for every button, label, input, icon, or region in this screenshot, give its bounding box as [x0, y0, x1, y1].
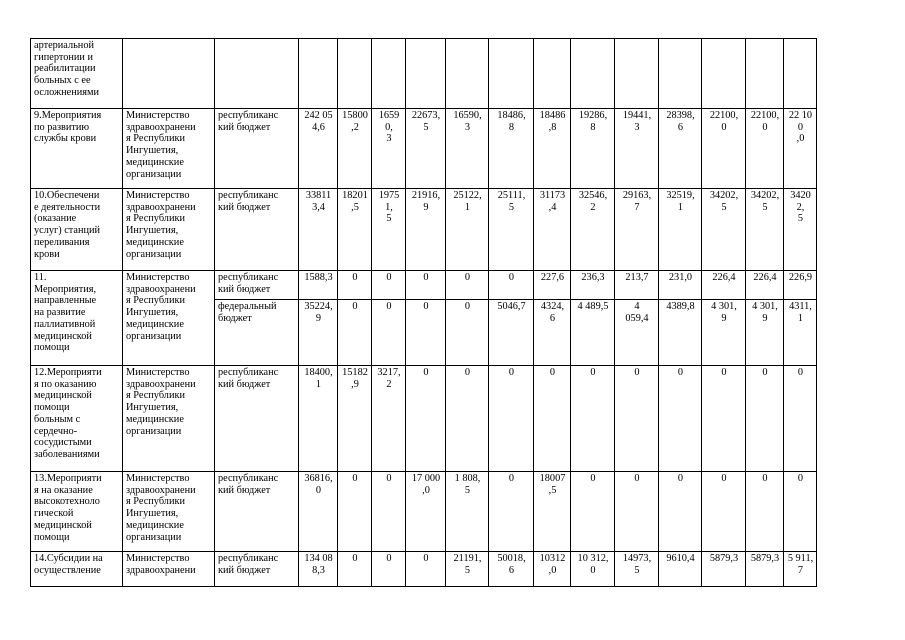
- table-cell: 236,3: [571, 271, 615, 300]
- table-cell: 14973, 5: [615, 552, 659, 587]
- budget-table: [30, 38, 817, 587]
- table-row: [31, 472, 817, 552]
- table-cell: 15800 ,2: [338, 109, 372, 189]
- table-cell: 0: [406, 271, 446, 300]
- table-cell: республиканс кий бюджет: [215, 109, 299, 189]
- table-cell: 17 000 ,0: [406, 472, 446, 552]
- table-cell: 13.Мероприяти я на оказание высокотехноло гической медицинской помощи: [31, 472, 123, 552]
- table-cell: 226,4: [746, 271, 784, 300]
- table-cell: 32519, 1: [659, 189, 702, 271]
- table-row: [31, 109, 817, 189]
- table-cell: 1 808, 5: [446, 472, 489, 552]
- table-cell: 34202, 5: [784, 189, 817, 271]
- table-cell: 22 100 ,0: [784, 109, 817, 189]
- table-cell: [215, 39, 299, 109]
- table-cell: 19441, 3: [615, 109, 659, 189]
- table-cell: 0: [702, 366, 746, 472]
- table-cell: Министерство здравоохранени я Республики Ингушетия, медицинские организации: [123, 271, 215, 366]
- table-cell: 36816, 0: [299, 472, 338, 552]
- table-cell: 0: [659, 472, 702, 552]
- table-cell: 0: [446, 300, 489, 366]
- table-cell: 18486 ,8: [534, 109, 571, 189]
- table-cell: 0: [406, 366, 446, 472]
- table-cell: 25122, 1: [446, 189, 489, 271]
- table-cell: 213,7: [615, 271, 659, 300]
- table-cell: федеральный бюджет: [215, 300, 299, 366]
- table-cell: 35224, 9: [299, 300, 338, 366]
- table-cell: [406, 39, 446, 109]
- table-cell: [571, 39, 615, 109]
- table-cell: 227,6: [534, 271, 571, 300]
- table-cell: 4 301, 9: [746, 300, 784, 366]
- table-cell: 0: [446, 271, 489, 300]
- table-cell: 134 08 8,3: [299, 552, 338, 587]
- table-cell: [489, 39, 534, 109]
- table-cell: [123, 39, 215, 109]
- table-cell: 50018, 6: [489, 552, 534, 587]
- table-cell: 0: [659, 366, 702, 472]
- table-cell: 0: [372, 271, 406, 300]
- table-cell: 11. Мероприятия, направленные на развитие паллиативной медицинской помощи: [31, 271, 123, 366]
- table-row: [31, 271, 817, 300]
- table-cell: Министерство здравоохранени я Республики Ингушетия, медицинские организации: [123, 189, 215, 271]
- table-cell: 28398, 6: [659, 109, 702, 189]
- table-cell: 0: [784, 472, 817, 552]
- table-cell: [299, 39, 338, 109]
- table-row: [31, 366, 817, 472]
- table-cell: 0: [615, 472, 659, 552]
- table-cell: 0: [489, 366, 534, 472]
- table-cell: 34202, 5: [702, 189, 746, 271]
- table-cell: 0: [702, 472, 746, 552]
- table-cell: [702, 39, 746, 109]
- table-cell: 21191, 5: [446, 552, 489, 587]
- table-cell: 0: [338, 472, 372, 552]
- table-cell: 25111, 5: [489, 189, 534, 271]
- table-cell: 16590, 3: [446, 109, 489, 189]
- table-cell: 18201 ,5: [338, 189, 372, 271]
- table-row: [31, 189, 817, 271]
- table-cell: 0: [338, 300, 372, 366]
- table-cell: 5879,3: [702, 552, 746, 587]
- table-cell: 22673, 5: [406, 109, 446, 189]
- table-cell: 10312 ,0: [534, 552, 571, 587]
- table-cell: 226,4: [702, 271, 746, 300]
- table-cell: 9.Мероприятия по развитию службы крови: [31, 109, 123, 189]
- table-cell: Министерство здравоохранени я Республики Ингушетия, медицинские организации: [123, 109, 215, 189]
- table-cell: 1588,3: [299, 271, 338, 300]
- table-cell: 33811 3,4: [299, 189, 338, 271]
- table-cell: [372, 39, 406, 109]
- table-cell: 19286, 8: [571, 109, 615, 189]
- table-cell: республиканс кий бюджет: [215, 552, 299, 587]
- table-cell: [615, 39, 659, 109]
- table-cell: [659, 39, 702, 109]
- table-cell: 14.Субсидии на осуществление: [31, 552, 123, 587]
- table-cell: 4 489,5: [571, 300, 615, 366]
- table-cell: 16590, 3: [372, 109, 406, 189]
- table-cell: 22100, 0: [746, 109, 784, 189]
- table-cell: республиканс кий бюджет: [215, 366, 299, 472]
- table-cell: 21916, 9: [406, 189, 446, 271]
- table-cell: 0: [784, 366, 817, 472]
- table-cell: 0: [571, 472, 615, 552]
- table-cell: 0: [489, 472, 534, 552]
- table-cell: 15182 ,9: [338, 366, 372, 472]
- table-cell: республиканс кий бюджет: [215, 189, 299, 271]
- table-cell: Министерство здравоохранени: [123, 552, 215, 587]
- table-cell: 18486, 8: [489, 109, 534, 189]
- table-cell: Министерство здравоохранени я Республики Ингушетия, медицинские организации: [123, 472, 215, 552]
- table-cell: 5046,7: [489, 300, 534, 366]
- table-row: [31, 39, 817, 109]
- table-cell: 0: [338, 552, 372, 587]
- table-cell: 9610,4: [659, 552, 702, 587]
- table-cell: 34202, 5: [746, 189, 784, 271]
- table-cell: 4324, 6: [534, 300, 571, 366]
- table-cell: республиканс кий бюджет: [215, 271, 299, 300]
- table-cell: 0: [746, 472, 784, 552]
- table-cell: 10.Обеспечени е деятельности (оказание услуг) станций переливания крови: [31, 189, 123, 271]
- table-cell: 0: [372, 300, 406, 366]
- table-cell: [534, 39, 571, 109]
- table-cell: 5 911, 7: [784, 552, 817, 587]
- table-cell: 0: [406, 300, 446, 366]
- table-cell: 0: [746, 366, 784, 472]
- table-cell: 0: [372, 472, 406, 552]
- table-cell: артериальной гипертонии и реабилитации больных с ее осложнениями: [31, 39, 123, 109]
- table-cell: 242 05 4,6: [299, 109, 338, 189]
- table-cell: 0: [571, 366, 615, 472]
- table-cell: 22100, 0: [702, 109, 746, 189]
- table-body: [31, 39, 817, 587]
- table-cell: 4 059,4: [615, 300, 659, 366]
- table-cell: Министерство здравоохранени я Республики Ингушетия, медицинские организации: [123, 366, 215, 472]
- table-cell: 0: [489, 271, 534, 300]
- table-cell: 5879,3: [746, 552, 784, 587]
- table-cell: 0: [615, 366, 659, 472]
- table-cell: 19751, 5: [372, 189, 406, 271]
- table-cell: 4389,8: [659, 300, 702, 366]
- table-cell: 4 301, 9: [702, 300, 746, 366]
- table-cell: 31173 ,4: [534, 189, 571, 271]
- table-cell: 10 312, 0: [571, 552, 615, 587]
- table-cell: 18400, 1: [299, 366, 338, 472]
- table-cell: 12.Мероприяти я по оказанию медицинской помощи больным с сердечно- сосудистыми заболеваниями: [31, 366, 123, 472]
- table-cell: 4311,1: [784, 300, 817, 366]
- table-cell: 32546, 2: [571, 189, 615, 271]
- table-cell: республиканс кий бюджет: [215, 472, 299, 552]
- table-cell: [338, 39, 372, 109]
- table-cell: 0: [338, 271, 372, 300]
- table-cell: [746, 39, 784, 109]
- table-cell: 3217,2: [372, 366, 406, 472]
- table-cell: 0: [372, 552, 406, 587]
- table-cell: 18007 ,5: [534, 472, 571, 552]
- table-cell: 231,0: [659, 271, 702, 300]
- table-cell: 226,9: [784, 271, 817, 300]
- table-cell: 29163, 7: [615, 189, 659, 271]
- table-cell: 0: [534, 366, 571, 472]
- table-cell: [784, 39, 817, 109]
- table-cell: [446, 39, 489, 109]
- table-row: [31, 552, 817, 587]
- table-cell: 0: [446, 366, 489, 472]
- table-cell: 0: [406, 552, 446, 587]
